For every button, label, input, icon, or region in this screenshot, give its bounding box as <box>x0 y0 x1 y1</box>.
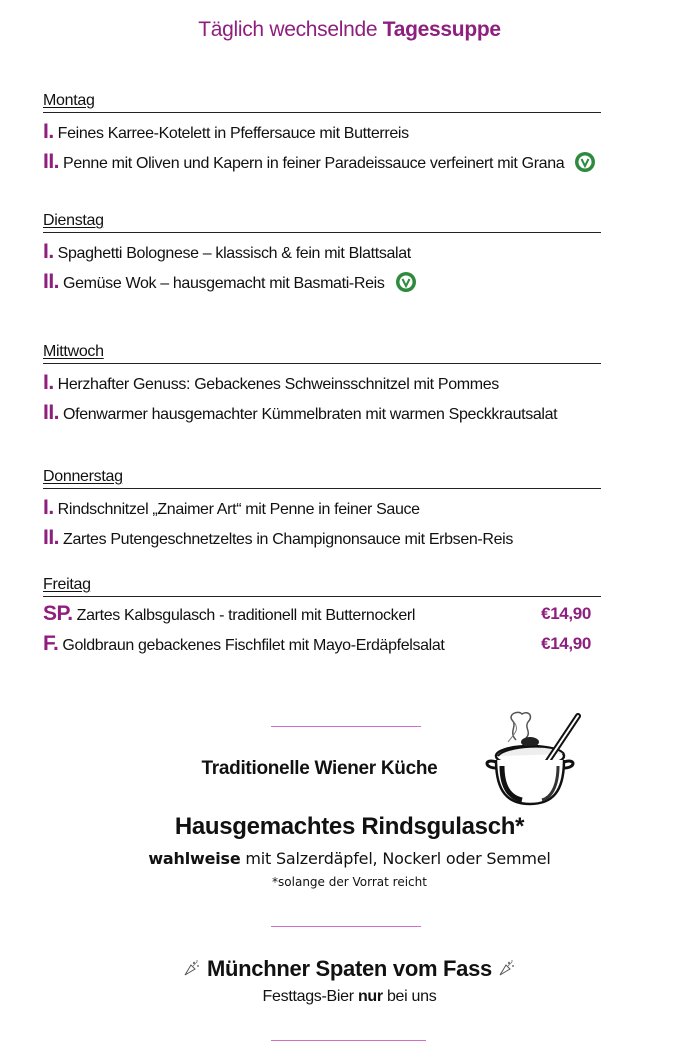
menu-item <box>43 237 601 267</box>
day-heading: Montag <box>43 90 601 113</box>
menu-item <box>43 267 601 297</box>
dish-text: Ofenwarmer hausgemachter Kümmelbraten mit warmen Speckkrautsalat <box>63 406 558 423</box>
dish-marker: F. <box>43 632 59 655</box>
beer-subtitle: Festtags-Bier nur bei uns <box>262 988 437 1005</box>
dish-text: Feines Karree-Kotelett in Pfeffersauce mit Butterreis <box>57 125 409 142</box>
title-prefix: Täglich wechselnde <box>198 18 383 41</box>
day-heading: Mittwoch <box>43 341 601 364</box>
day-section-montag <box>43 90 601 177</box>
dish-text: Zartes Putengeschnetzeltes in Champignonsauce mit Erbsen-Reis <box>63 531 514 548</box>
separator-line <box>271 1040 426 1041</box>
dish-text: Spaghetti Bolognese – klassisch & fein mit Blattsalat <box>57 245 411 262</box>
dish-marker: SP. <box>43 602 73 625</box>
menu-item <box>43 398 601 428</box>
dish-marker: II. <box>43 270 60 293</box>
dish-text: Penne mit Oliven und Kapern in feiner Paradeissauce verfeinert mit Grana <box>63 155 565 172</box>
menu-item <box>43 368 601 398</box>
featured-dish-title: Hausgemachtes Rindsgulasch* <box>174 813 525 840</box>
dish-marker: II. <box>43 401 60 424</box>
dish-text: Zartes Kalbsgulasch - traditionell mit Butternockerl <box>76 607 416 624</box>
vegetarian-icon <box>395 271 417 293</box>
day-section-mittwoch <box>43 341 601 428</box>
cooking-pot-icon <box>478 702 590 810</box>
dish-marker: I. <box>43 371 54 394</box>
day-section-donnerstag <box>43 466 601 553</box>
section-heading-traditional: Traditionelle Wiener Küche <box>201 758 438 779</box>
dish-price: €14,90 <box>541 604 591 623</box>
page-title <box>0 18 699 42</box>
dish-marker: I. <box>43 240 54 263</box>
day-section-dienstag <box>43 210 601 297</box>
dish-marker: I. <box>43 496 54 519</box>
vegetarian-icon <box>574 151 596 173</box>
dish-text: Goldbraun gebackenes Fischfilet mit Mayo-Erdäpfelsalat <box>62 637 445 654</box>
day-section-freitag <box>43 574 601 659</box>
title-bold: Tagessuppe <box>382 18 501 41</box>
dish-marker: I. <box>43 120 54 143</box>
party-popper-icon <box>183 959 201 977</box>
day-heading: Freitag <box>43 574 601 597</box>
menu-item <box>43 493 601 523</box>
menu-item <box>43 629 601 659</box>
dish-price: €14,90 <box>541 634 591 653</box>
separator-line <box>271 726 421 727</box>
menu-item <box>43 523 601 553</box>
separator-line <box>271 926 421 927</box>
featured-dish-options: wahlweise mit Salzerdäpfel, Nockerl oder Semmel <box>148 849 551 868</box>
dish-text: Rindschnitzel „Znaimer Art“ mit Penne in feiner Sauce <box>57 501 420 518</box>
day-heading: Donnerstag <box>43 466 601 489</box>
dish-text: Gemüse Wok – hausgemacht mit Basmati-Reis <box>63 275 385 292</box>
party-popper-icon <box>498 959 516 977</box>
dish-text: Herzhafter Genuss: Gebackenes Schweinsschnitzel mit Pommes <box>57 376 499 393</box>
menu-item <box>43 117 601 147</box>
availability-note: *solange der Vorrat reicht <box>272 875 427 889</box>
beer-heading: Münchner Spaten vom Fass <box>0 956 699 982</box>
day-heading: Dienstag <box>43 210 601 233</box>
menu-item <box>43 599 601 629</box>
menu-item <box>43 147 601 177</box>
dish-marker: II. <box>43 150 60 173</box>
dish-marker: II. <box>43 526 60 549</box>
